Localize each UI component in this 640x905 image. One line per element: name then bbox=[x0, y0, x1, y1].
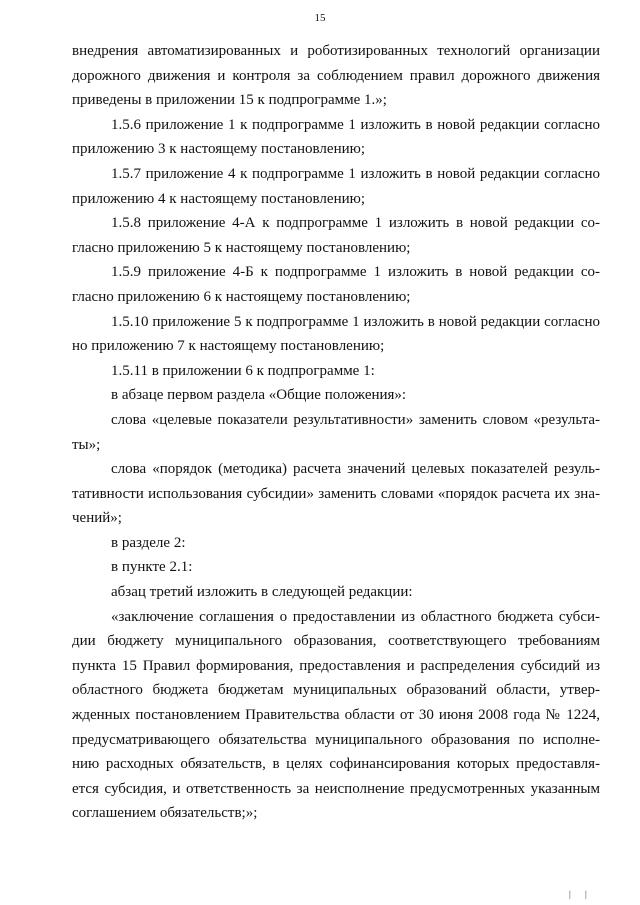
text-line: приведены в приложении 15 к подпрограмме 1.»; bbox=[72, 92, 387, 109]
text-line: нию расходных обязательств, в целях софинансирования которых предоставля- bbox=[72, 756, 600, 773]
text-line: 1.5.10 приложение 5 к подпрограмме 1 изложить в новой редакции согласно bbox=[111, 313, 600, 330]
text-line: слова «целевые показатели результативности» заменить словом «результа- bbox=[111, 411, 600, 428]
text-line: 1.5.11 в приложении 6 к подпрограмме 1: bbox=[111, 362, 375, 379]
text-line: 1.5.6 приложение 1 к подпрограмме 1 изложить в новой редакции согласно bbox=[111, 116, 600, 133]
text-line: соглашением обязательств;»; bbox=[72, 805, 258, 822]
text-line: приложению 4 к настоящему постановлению; bbox=[72, 190, 365, 207]
text-line: чений»; bbox=[72, 510, 122, 527]
text-line: 1.5.7 приложение 4 к подпрограмме 1 изложить в новой редакции согласно bbox=[111, 165, 600, 182]
document-body bbox=[72, 39, 600, 826]
text-line: в пункте 2.1: bbox=[111, 559, 193, 576]
text-line: ется субсидия, и ответственность за неисполнение предусмотренных указанным bbox=[72, 780, 600, 797]
text-line: жденных постановлением Правительства области от 30 июня 2008 года № 1224, bbox=[72, 707, 600, 724]
text-line: областного бюджета бюджетам муниципальных образований области, утвер- bbox=[72, 682, 600, 699]
text-line: 1.5.9 приложение 4-Б к подпрограмме 1 изложить в новой редакции со- bbox=[111, 264, 600, 281]
text-line: гласно приложению 6 к настоящему постановлению; bbox=[72, 288, 411, 305]
text-line: внедрения автоматизированных и роботизированных технологий организации bbox=[72, 43, 600, 59]
text-line: гласно приложению 5 к настоящему постановлению; bbox=[72, 239, 411, 256]
text-line: дии бюджету муниципального образования, соответствующего требованиям bbox=[72, 633, 600, 650]
text-line: тативности использования субсидии» заменить словами «порядок расчета их зна- bbox=[72, 485, 600, 502]
text-line: 1.5.8 приложение 4-А к подпрограмме 1 изложить в новой редакции со- bbox=[111, 215, 600, 232]
text-line: предусматривающего обязательства муниципального образования по исполне- bbox=[72, 731, 600, 748]
text-line: «заключение соглашения о предоставлении из областного бюджета субси- bbox=[111, 608, 600, 625]
text-line: в разделе 2: bbox=[111, 534, 186, 551]
text-line: пункта 15 Правил формирования, предоставления и распределения субсидий из bbox=[72, 657, 600, 674]
page-corner-marks: | | bbox=[569, 889, 593, 899]
text-line: но приложению 7 к настоящему постановлению; bbox=[72, 338, 385, 355]
text-line: ты»; bbox=[72, 436, 101, 453]
text-line: слова «порядок (методика) расчета значений целевых показателей резуль- bbox=[111, 461, 600, 478]
page-number: 15 bbox=[314, 12, 326, 24]
text-line: абзац третий изложить в следующей редакции: bbox=[111, 584, 413, 601]
text-line: приложению 3 к настоящему постановлению; bbox=[72, 141, 365, 158]
text-line: в абзаце первом раздела «Общие положения»: bbox=[111, 387, 407, 404]
text-line: дорожного движения и контроля за соблюдением правил дорожного движения bbox=[72, 67, 600, 84]
